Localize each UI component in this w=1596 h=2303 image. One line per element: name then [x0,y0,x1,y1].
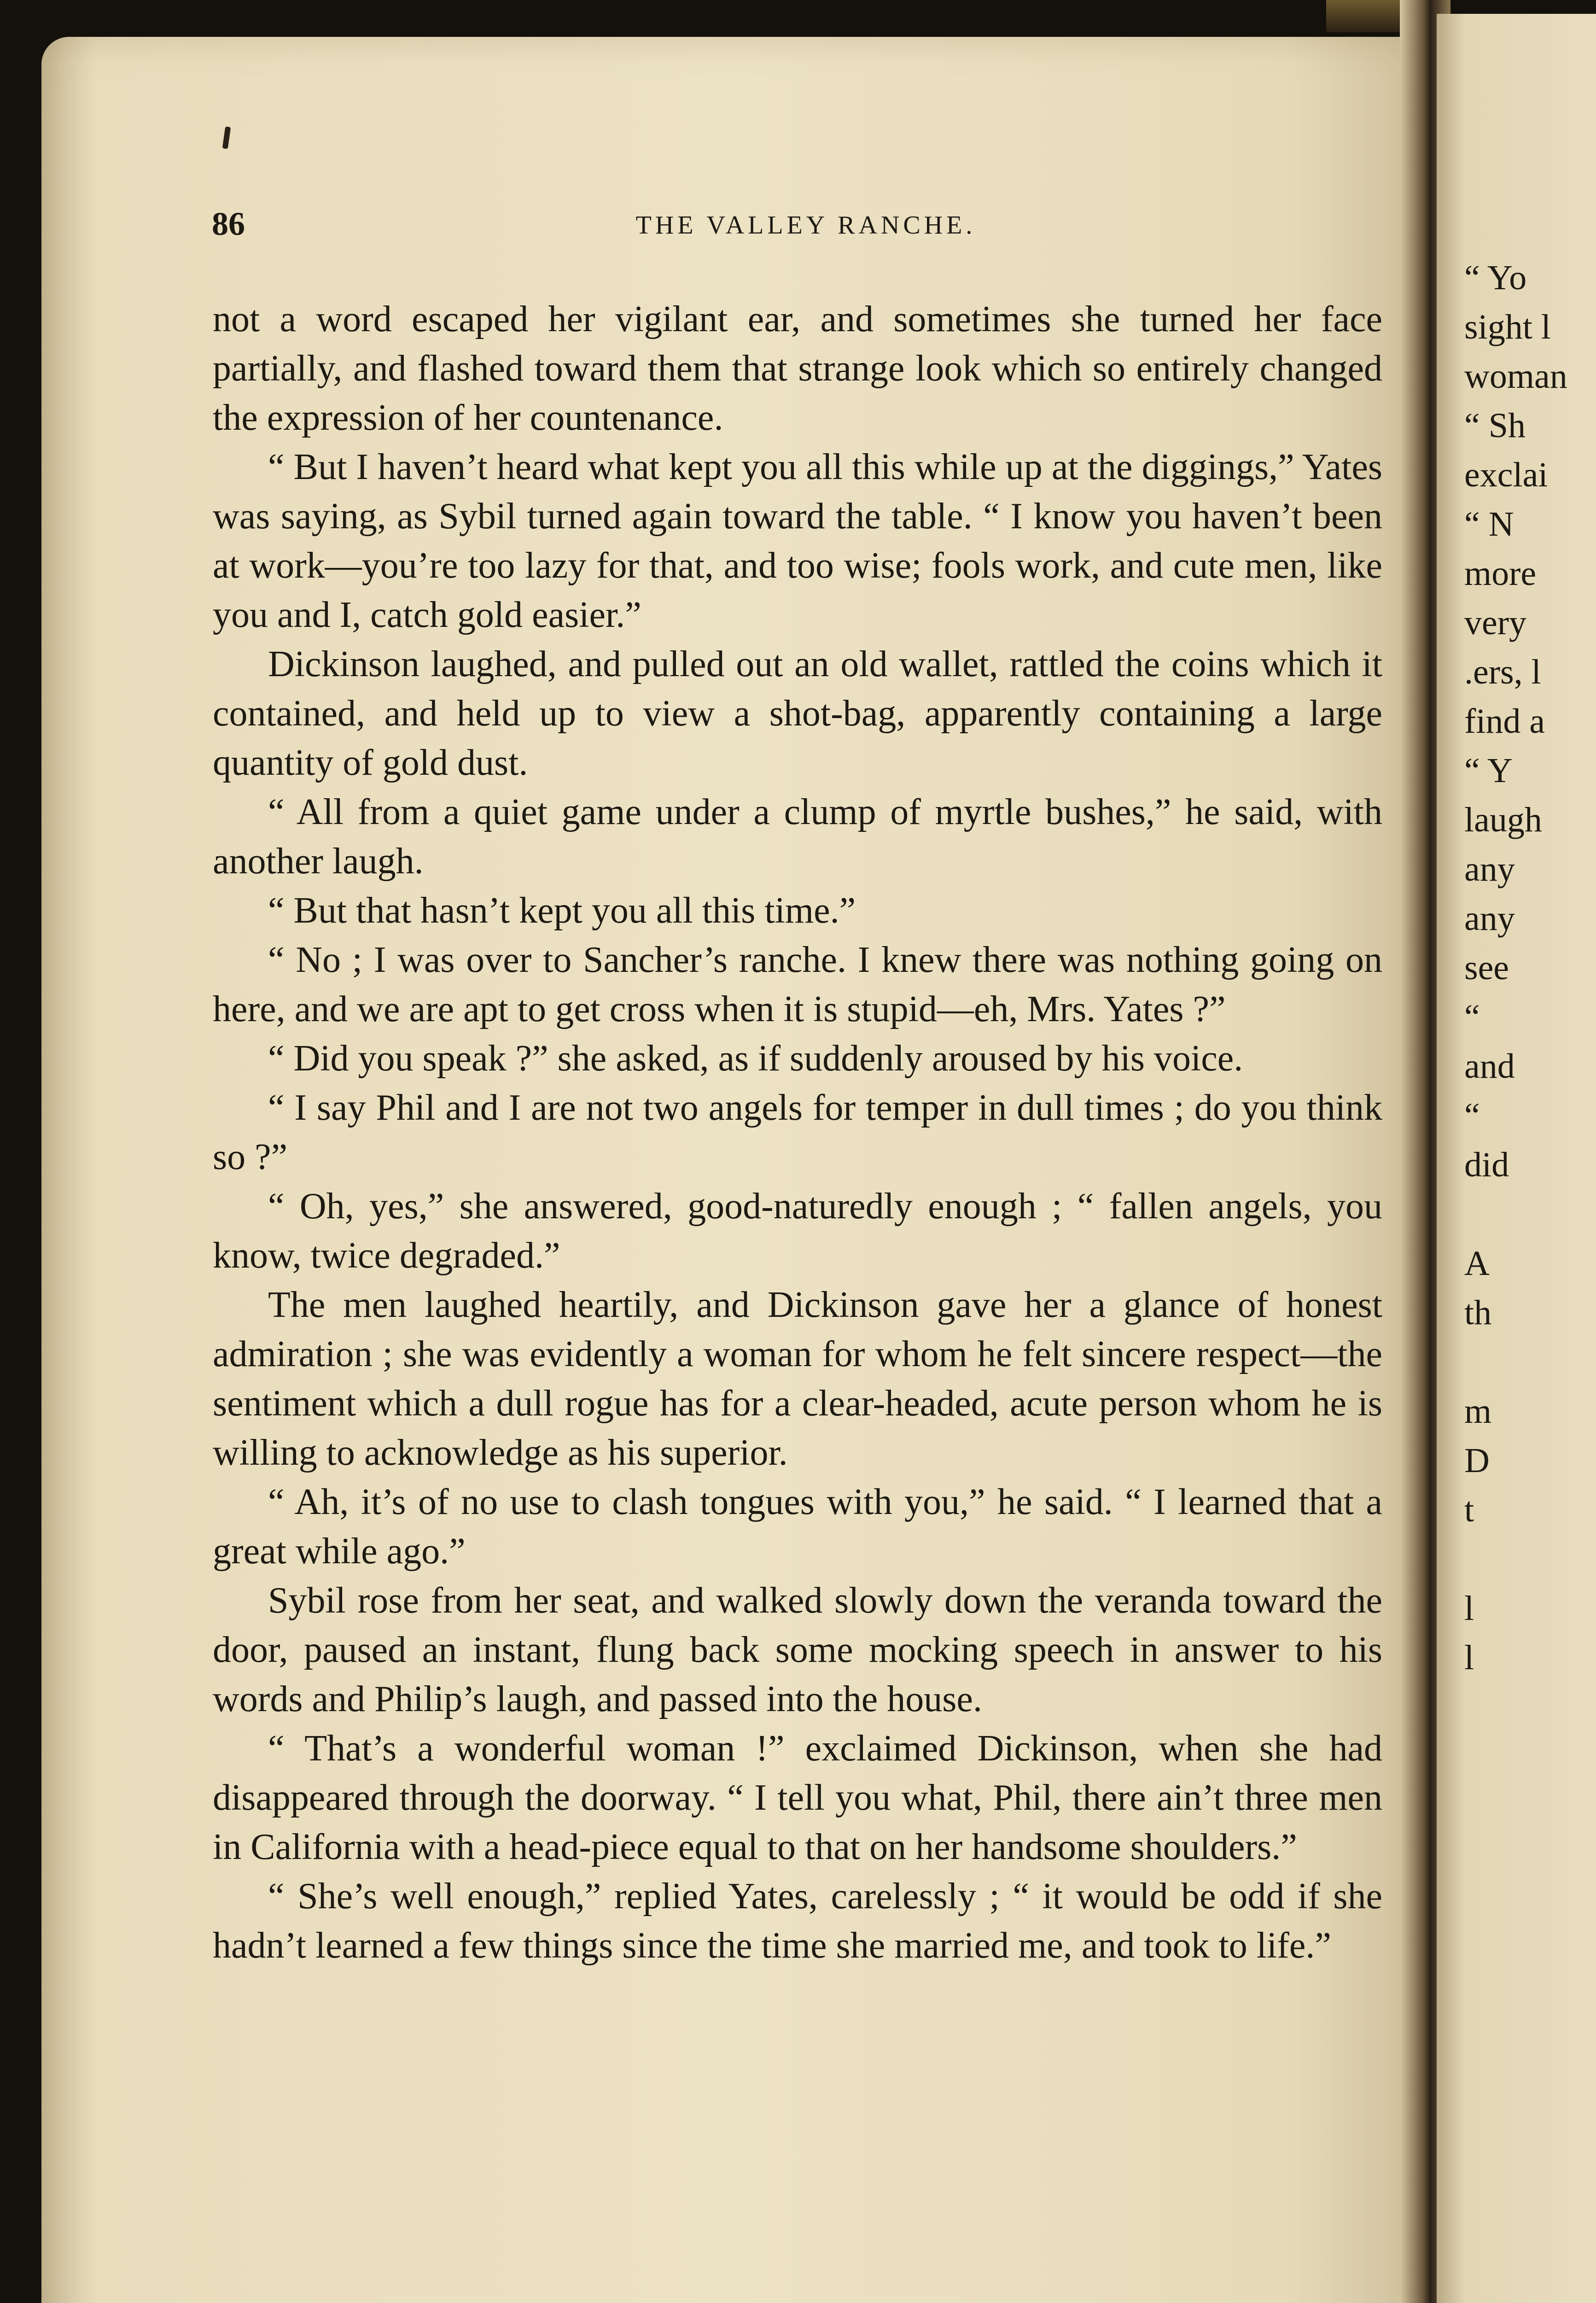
facing-page-line: sight l [1464,308,1551,346]
facing-page-line: “ Y [1464,751,1513,790]
facing-page-text [1464,253,1593,1683]
facing-page-line: laugh [1464,801,1542,839]
facing-page-line: woman [1464,357,1567,396]
facing-page-line [1464,1338,1593,1387]
facing-page-line: D [1464,1441,1490,1480]
facing-page-line: very [1464,603,1527,642]
page-number: 86 [212,205,245,242]
paragraph: not a word escaped her vigilant ear, and sometimes she turned her face partially, and flashed toward them that strange look which so entirely changed the expression of her countenance. [213,299,1382,438]
paragraph: The men laughed heartily, and Dickinson gave her a glance of honest admiration ; she was evidently a woman for whom he felt sincere respect—the sentiment which a dull rogue has for a clear-headed, acute person whom he is willing to acknowledge as his superior. [213,1285,1382,1473]
facing-page-line: find a [1464,702,1545,741]
facing-page-line: “ [1464,1096,1480,1135]
facing-page-line [1464,1535,1593,1584]
facing-page-line: did [1464,1146,1509,1184]
facing-page-line: t [1464,1491,1474,1529]
paragraph: “ Ah, it’s of no use to clash tongues with you,” he said. “ I learned that a great while ago.” [213,1482,1382,1572]
paragraph: “ That’s a wonderful woman !” exclaimed Dickinson, when she had disappeared through the doorway. “ I tell you what, Phil, there ain’t three men in California with a head-piece equal to that on her handsome shoulders.” [213,1728,1382,1867]
facing-page-line: see [1464,948,1509,987]
book-clasp [1326,0,1400,32]
paragraph: “ Oh, yes,” she answered, good-naturedly enough ; “ fallen angels, you know, twice degraded.” [213,1186,1382,1276]
facing-page [1437,14,1596,2303]
paragraph: “ All from a quiet game under a clump of myrtle bushes,” he said, with another laugh. [213,792,1382,882]
facing-page-line: th [1464,1293,1492,1332]
paragraph: “ But I haven’t heard what kept you all this while up at the diggings,” Yates was saying, as Sybil turned again toward the table. “ I know you haven’t been at work—you’re too lazy for that, and too wise; fools work, and cute men, like you and I, catch gold easier.” [213,447,1382,635]
facing-page-line: “ Yo [1464,258,1527,297]
paragraph: “ Did you speak ?” she asked, as if suddenly aroused by his voice. [268,1038,1243,1079]
facing-page-line: any [1464,850,1515,888]
facing-page-line [1464,1190,1593,1239]
body-text [213,295,1382,1970]
facing-page-line: “ Sh [1464,406,1526,445]
facing-page-line: any [1464,899,1515,938]
paragraph: “ I say Phil and I are not two angels for temper in dull times ; do you think so ?” [213,1087,1382,1177]
facing-page-line: more [1464,554,1537,593]
facing-page-line: and [1464,1047,1515,1086]
running-head: THE VALLEY RANCHE. [635,211,976,240]
facing-page-line: l [1464,1589,1474,1628]
paragraph: “ But that hasn’t kept you all this time.” [268,890,856,931]
paragraph: Sybil rose from her seat, and walked slowly down the veranda toward the door, paused an instant, flung back some mocking speech in answer to his words and Philip’s laugh, and passed into the house. [213,1580,1382,1719]
facing-page-line: m [1464,1392,1492,1431]
facing-page-line: l [1464,1638,1474,1677]
facing-page-line: “ N [1464,505,1514,544]
paragraph: Dickinson laughed, and pulled out an old wallet, rattled the coins which it contained, and held up to view a shot-bag, apparently containing a large quantity of gold dust. [213,644,1382,783]
facing-page-line: “ [1464,998,1480,1036]
paragraph: “ She’s well enough,” replied Yates, carelessly ; “ it would be odd if she hadn’t learned a few things since the time she married me, and took to life.” [213,1876,1382,1966]
facing-page-line: .ers, l [1464,653,1541,691]
paragraph: “ No ; I was over to Sancher’s ranche. I knew there was nothing going on here, and we are apt to get cross when it is stupid—eh, Mrs. Yates ?” [213,940,1382,1029]
facing-page-line: exclai [1464,456,1548,494]
facing-page-line: A [1464,1244,1490,1283]
